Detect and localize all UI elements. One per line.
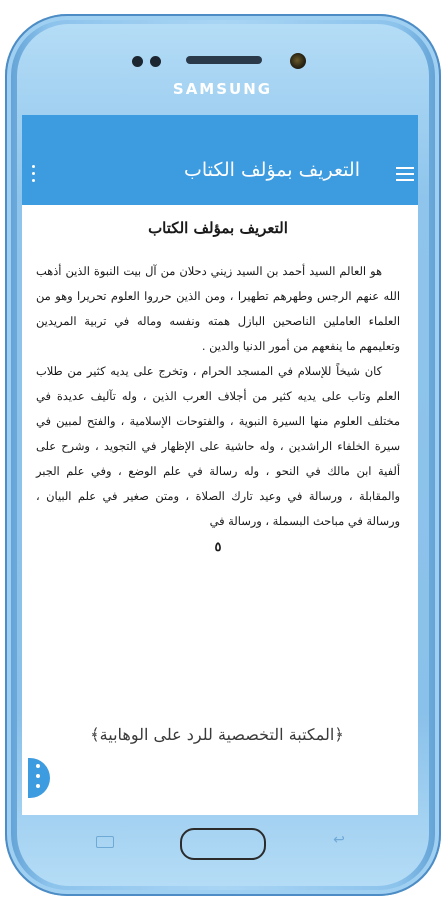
device-brand: SAMSUNG <box>172 80 273 98</box>
more-options-icon[interactable] <box>32 165 36 183</box>
book-page <box>22 205 418 815</box>
library-footer-banner: ﴿المكتبة التخصصية للرد على الوهابية﴾ <box>90 725 344 744</box>
page-number: ٥ <box>214 540 222 555</box>
hamburger-menu-icon[interactable] <box>396 167 414 181</box>
front-camera <box>290 53 306 69</box>
app-bar-title: التعريف بمؤلف الكتاب <box>183 159 360 181</box>
app-screen <box>22 115 418 815</box>
page-heading: التعريف بمؤلف الكتاب <box>148 219 288 237</box>
nav-recent-icon[interactable]: ↩ <box>333 832 345 848</box>
sensor-dot <box>132 56 143 67</box>
earpiece-speaker <box>186 56 262 64</box>
sensor-dot <box>150 56 161 67</box>
paragraph: هو العالم السيد أحمد بن السيد زيني دحلان من آل بيت النبوة الذين أذهب الله عنهم الرجس وطهرهم تطهيرا ، ومن الذين حرروا العلوم تحريرا وهو من العلماء العاملين الناصحين البازل همته ونفسه وماله في تربية المريدين وتعليمهم ما ينفعهم من أمور الدنيا والدين . <box>36 264 400 353</box>
app-bar <box>22 115 418 205</box>
paragraph: كان شيخاً للإسلام في المسجد الحرام ، وتخرج على يديه كثير من طلاب العلم وتاب على يديه كثير من أجلاف العرب الذين ، وله تآليف عديدة في مختلف العلوم منها السيرة النبوية ، والفتوحات الإسلامية ، والفتح لمبين في سيرة الخلفاء الراشدين ، وله حاشية على الإظهار في التجويد ، وشرح على ألفية ابن مالك في النحو ، وله رسالة في علم الوضع ، وفي علم الجبر والمقابلة ، ورسالة في وعيد تارك الصلاة ، ومتن صغير في علم البيان ، ورسالة في مباحث البسملة ، ورسالة في <box>36 364 400 528</box>
nav-back-icon[interactable] <box>96 836 114 848</box>
home-button[interactable] <box>180 828 266 860</box>
